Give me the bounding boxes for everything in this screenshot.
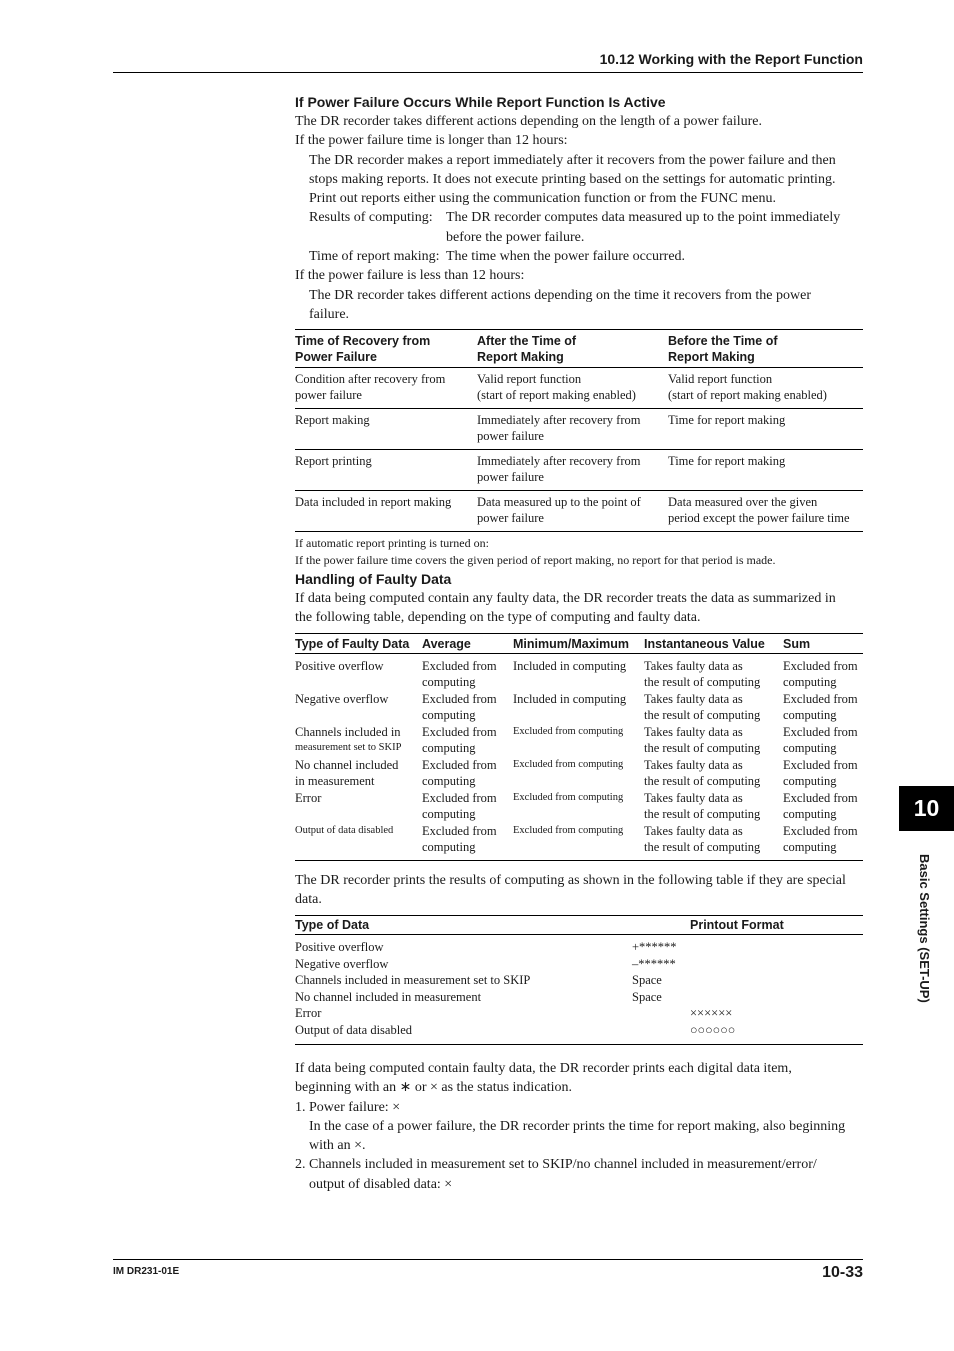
table-cell: Negative overflow: [295, 692, 389, 706]
printout-format-table: [295, 915, 863, 1045]
status-intro-2: beginning with an ∗ or × as the status indication.: [295, 1080, 573, 1096]
table-cell: Excluded from computing: [422, 659, 497, 689]
table-row: [295, 450, 863, 491]
recovery-header-cell: Before the Time of Report Making: [668, 330, 863, 368]
table-cell: Error: [295, 1006, 322, 1020]
faulty-header-cell: Instantaneous Value: [644, 634, 783, 654]
printout-header-spacer: [632, 916, 690, 935]
table-cell: Report printing: [295, 450, 477, 491]
table-row: [295, 368, 863, 409]
table-cell: Report making: [295, 409, 477, 450]
table-row: [295, 972, 863, 989]
special-intro-1: The DR recorder prints the results of computing as shown in the following table if they are special: [295, 873, 846, 888]
faulty-data-section: [295, 570, 863, 628]
recovery-header-cell: After the Time of Report Making: [477, 330, 668, 368]
faulty-header-cell: Type of Faulty Data: [295, 634, 422, 654]
table-cell: Takes faulty data as the result of computing: [644, 692, 761, 722]
results-label: Results of computing:: [309, 210, 433, 226]
table-cell: Included in computing: [513, 659, 627, 673]
table-cell: Negative overflow: [295, 956, 389, 971]
short-body-1: The DR recorder takes different actions depending on the time it recovers from the power: [309, 287, 812, 303]
header-rule: [113, 72, 863, 73]
power-failure-heading: If Power Failure Occurs While Report Function Is Active: [295, 94, 666, 110]
power-failure-intro: The DR recorder takes different actions depending on the length of a power failure.: [295, 114, 763, 129]
status-intro-1: If data being computed contain faulty data, the DR recorder prints each digital data item,: [295, 1061, 792, 1076]
faulty-intro-1: If data being computed contain any faulty data, the DR recorder treats the data as summarized in: [295, 591, 836, 606]
section-title: 10.12 Working with the Report Function: [599, 51, 863, 67]
table-cell: Excluded from computing: [513, 792, 624, 803]
table-spacer: [632, 1022, 690, 1045]
chapter-tab: 10: [899, 786, 954, 831]
table-cell: Included in computing: [513, 692, 627, 706]
results-of-computing: [295, 208, 863, 247]
table-cell: Excluded from computing: [783, 791, 858, 821]
table-cell: Takes faulty data as the result of computing: [644, 659, 761, 689]
status-item-1-body-1: In the case of a power failure, the DR recorder prints the time for report making, also beginning: [309, 1118, 846, 1134]
faulty-data-heading: Handling of Faulty Data: [295, 571, 452, 587]
document-id: IM DR231-01E: [113, 1266, 180, 1277]
table-row: [295, 1005, 863, 1022]
special-table-block: [295, 915, 863, 1045]
table-cell: Valid report function (start of report making enabled): [668, 372, 827, 402]
table-cell: Excluded from computing: [513, 726, 624, 737]
faulty-intro-2: the following table, depending on the type of computing and faulty data.: [295, 610, 701, 626]
table-cell: Excluded from computing: [783, 692, 858, 722]
table-cell: Data measured up to the point of power failure: [477, 491, 668, 532]
recovery-note-1: If automatic report printing is turned on:: [295, 536, 489, 550]
long-body-2: stops making reports. It does not execute printing based on the settings for automatic printing.: [309, 171, 836, 187]
recovery-table-header-row: [295, 330, 863, 368]
printout-table-header-row: [295, 916, 863, 935]
table-cell: Excluded from computing: [422, 791, 497, 821]
results-text-1: The DR recorder computes data measured up to the point immediately: [446, 210, 841, 226]
faulty-header-cell: Sum: [783, 634, 863, 654]
table-row: [295, 956, 863, 973]
table-row: [295, 409, 863, 450]
table-cell: Data measured over the given period except the power failure time: [668, 491, 863, 532]
time-text: The time when the power failure occurred.: [446, 249, 686, 265]
faulty-table-header-row: [295, 634, 863, 654]
faulty-header-cell: Average: [422, 634, 513, 654]
power-failure-section: [295, 93, 863, 324]
table-spacer: [632, 1005, 690, 1022]
table-cell: Takes faulty data as the result of computing: [644, 725, 761, 755]
recovery-header-cell: Time of Recovery from Power Failure: [295, 330, 477, 368]
special-intro-2: data.: [295, 892, 322, 908]
faulty-header-cell: Minimum/Maximum: [513, 634, 644, 654]
table-row: [295, 935, 863, 956]
long-body-3: Print out reports either using the communication function or from the FUNC menu.: [309, 191, 776, 207]
table-cell: Channels included in measurement set to SKIP: [295, 725, 402, 753]
results-text-2: before the power failure.: [446, 229, 585, 245]
recovery-table-block: [295, 329, 863, 568]
table-cell: Space: [632, 973, 662, 987]
recovery-table: [295, 329, 863, 532]
table-cell: Takes faulty data as the result of computing: [644, 824, 761, 854]
table-cell: –******: [632, 956, 676, 971]
short-body-2: failure.: [309, 306, 350, 322]
printout-header-cell: Type of Data: [295, 916, 632, 935]
chapter-side-label: [912, 854, 932, 1024]
printout-header-cell: Printout Format: [690, 916, 863, 935]
page-number: 10-33: [822, 1264, 863, 1281]
table-cell: Immediately after recovery from power failure: [477, 450, 668, 491]
table-row: [295, 690, 863, 723]
table-cell: Error: [295, 791, 322, 805]
table-cell: Space: [632, 989, 662, 1004]
table-cell: Positive overflow: [295, 659, 384, 673]
table-cell: Excluded from computing: [513, 825, 624, 836]
table-cell: Excluded from computing: [783, 824, 858, 854]
power-failure-case-short: If the power failure is less than 12 hours:: [295, 268, 525, 284]
table-cell: Output of data disabled: [295, 1022, 412, 1037]
table-cell: Output of data disabled: [295, 825, 394, 836]
table-row: [295, 654, 863, 691]
faulty-table-block: [295, 633, 863, 861]
status-indication-section: [295, 1059, 863, 1194]
status-item-2-title: 2. Channels included in measurement set to SKIP/no channel included in measurement/error/: [295, 1157, 817, 1173]
table-cell: Time for report making: [668, 409, 863, 450]
status-item-1-title: 1. Power failure: ×: [295, 1099, 401, 1115]
table-cell: Excluded from computing: [513, 759, 624, 770]
table-cell: Excluded from computing: [422, 758, 497, 788]
footer-rule: [113, 1259, 863, 1260]
table-row: [295, 723, 863, 756]
table-cell: Time for report making: [668, 450, 863, 491]
table-cell: Excluded from computing: [783, 725, 858, 755]
table-cell: Excluded from computing: [422, 692, 497, 722]
results-text: [446, 208, 840, 247]
table-cell: Excluded from computing: [783, 758, 858, 788]
table-row: [295, 1022, 863, 1045]
table-cell: Excluded from computing: [422, 725, 497, 755]
table-cell: Condition after recovery from power failure: [295, 372, 446, 402]
table-cell: Valid report function (start of report making enabled): [477, 372, 636, 402]
table-cell: ○○○○○○: [690, 1022, 736, 1037]
table-cell: Data included in report making: [295, 491, 477, 532]
table-row: [295, 789, 863, 822]
status-item-2-body: output of disabled data: ×: [309, 1176, 453, 1192]
long-body-1: The DR recorder makes a report immediately after it recovers from the power failure and then: [309, 152, 836, 168]
table-row: [295, 756, 863, 789]
table-cell: No channel included in measurement: [295, 758, 399, 788]
table-cell: Immediately after recovery from power failure: [477, 409, 668, 450]
table-cell: ××××××: [690, 1006, 733, 1020]
power-failure-case-long: If the power failure time is longer than 12 hours:: [295, 133, 568, 149]
special-data-section: [295, 871, 863, 910]
table-row: [295, 989, 863, 1006]
table-cell: Takes faulty data as the result of computing: [644, 791, 761, 821]
chapter-title: Basic Settings (SET-UP): [917, 854, 932, 1003]
table-cell: Excluded from computing: [422, 824, 497, 854]
time-of-report-making: [295, 247, 863, 266]
table-row: [295, 822, 863, 861]
recovery-note-2: If the power failure time covers the given period of report making, no report for that period is made.: [295, 552, 776, 567]
table-cell: +******: [632, 940, 677, 954]
status-item-1-body-2: with an ×.: [309, 1138, 366, 1154]
table-cell: Excluded from computing: [783, 659, 858, 689]
faulty-data-table: [295, 633, 863, 861]
table-cell: No channel included in measurement: [295, 989, 482, 1004]
table-cell: Channels included in measurement set to SKIP: [295, 973, 531, 987]
time-label: Time of report making:: [309, 249, 440, 265]
table-cell: Positive overflow: [295, 940, 384, 954]
table-row: [295, 491, 863, 532]
table-cell: Takes faulty data as the result of computing: [644, 758, 761, 788]
